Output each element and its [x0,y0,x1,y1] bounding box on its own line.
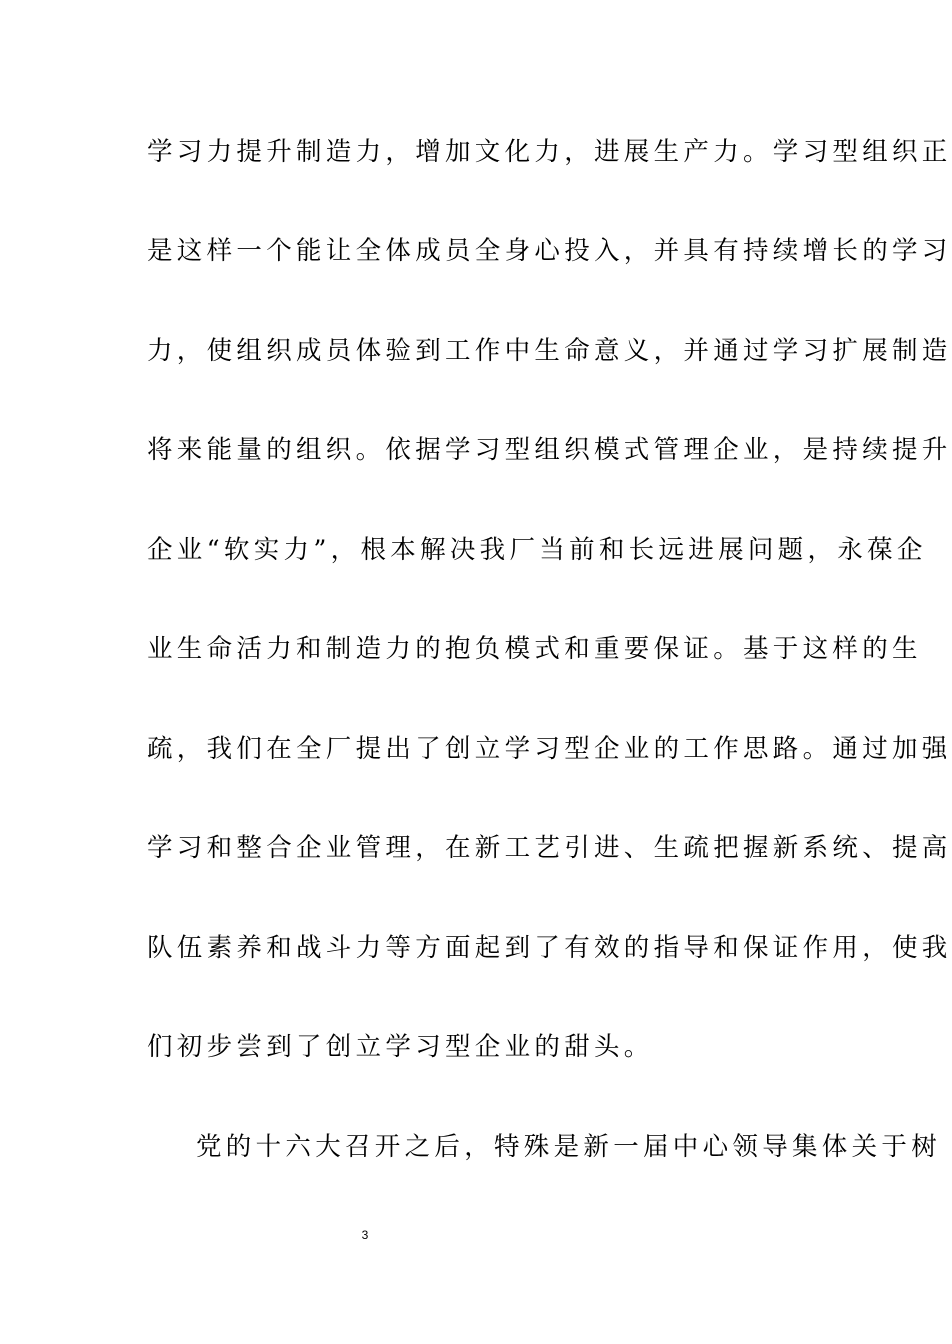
text-line-6: 业生命活力和制造力的抱负模式和重要保证。基于这样的生 [147,634,922,664]
text-line-1: 学习力提升制造力，增加文化力，进展生产力。学习型组织正 [147,137,952,167]
page-number: 3 [361,1228,369,1242]
text-line-3: 力，使组织成员体验到工作中生命意义，并通过学习扩展制造 [147,336,952,366]
text-line-5: 企业“软实力”，根本解决我厂当前和长远进展问题，永葆企 [147,535,927,565]
text-line-7: 疏，我们在全厂提出了创立学习型企业的工作思路。通过加强 [147,734,952,764]
text-line-2: 是这样一个能让全体成员全身心投入，并具有持续增长的学习 [147,236,952,266]
text-line-10: 们初步尝到了创立学习型企业的甜头。 [147,1032,654,1062]
text-line-9: 队伍素养和战斗力等方面起到了有效的指导和保证作用，使我 [147,933,952,963]
paragraph-start-line: 党的十六大召开之后，特殊是新一届中心领导集体关于树 [196,1132,942,1162]
text-line-8: 学习和整合企业管理，在新工艺引进、生疏把握新系统、提高 [147,833,952,863]
text-line-4: 将来能量的组织。依据学习型组织模式管理企业，是持续提升 [147,435,952,465]
